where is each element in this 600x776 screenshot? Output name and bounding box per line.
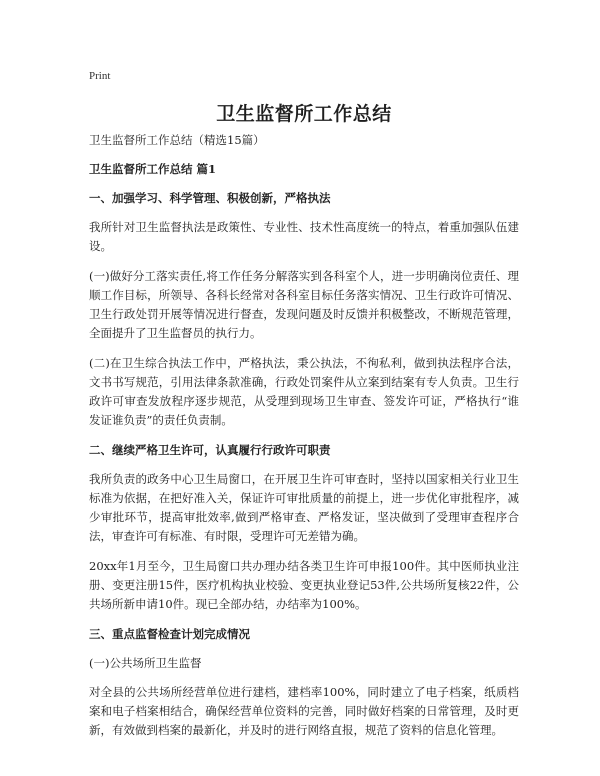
section-heading-2: 二、继续严格卫生许可，认真履行行政许可职责 [89, 443, 331, 457]
document-subtitle: 卫生监督所工作总结（精选15篇） [89, 133, 265, 147]
print-link[interactable]: Print [89, 70, 111, 82]
document-body [89, 131, 519, 751]
paragraph: 我所针对卫生监督执法是政策性、专业性、技术性高度统一的特点，着重加强队伍建设。 [89, 220, 519, 253]
section-heading-1: 一、加强学习、科学管理、积极创新，严格执法 [89, 191, 331, 205]
section-heading-3: 三、重点监督检查计划完成情况 [89, 627, 250, 641]
paragraph: 对全县的公共场所经营单位进行建档，建档率100%，同时建立了电子档案，纸质档案和电子档案相结合，确保经营单位资料的完善，同时做好档案的日常管理，及时更新，有效做到档案的最新化，并及时的进行网络直报，规范了资料的信息化管理。 [89, 685, 519, 737]
paragraph: (一)做好分工落实责任,将工作任务分解落实到各科室个人，进一步明确岗位责任、理顺工作目标，所领导、各科长经常对各科室目标任务落实情况、卫生行政许可情况、卫生行政处罚开展等情况进行督查，发现问题及时反馈并积极整改，不断规范管理，全面提升了卫生监督员的执行力。 [89, 269, 519, 340]
document-title: 卫生监督所工作总结 [216, 103, 392, 125]
paragraph: 我所负责的政务中心卫生局窗口，在开展卫生许可审查时，坚持以国家相关行业卫生标准为依据，在把好准入关，保证许可审批质量的前提上，进一步优化审批程序，减少审批环节，提高审批效率,做到严格审查、严格发证，坚决做到了受理审查程序合法，审查许可有标准、有时限，受理许可无差错为确。 [89, 472, 519, 543]
part-heading: 卫生监督所工作总结 篇1 [89, 162, 217, 176]
section-subheading: (一)公共场所卫生监督 [89, 656, 202, 670]
paragraph: (二)在卫生综合执法工作中，严格执法，秉公执法，不徇私利，做到执法程序合法，文书书写规范，引用法律条款准确，行政处罚案件从立案到结案有专人负责。卫生行政许可审查发放程序逐步规范，从受理到现场卫生审查、签发许可证，严格执行“谁发证谁负责”的责任负责制。 [89, 356, 519, 427]
paragraph: 20xx年1月至今，卫生局窗口共办理办结各类卫生许可申报100件。其中医师执业注册、变更注册15件，医疗机构执业校验、变更执业登记53件,公共场所复核22件，公共场所新申请10件。现已全部办结，办结率为100%。 [89, 559, 519, 611]
